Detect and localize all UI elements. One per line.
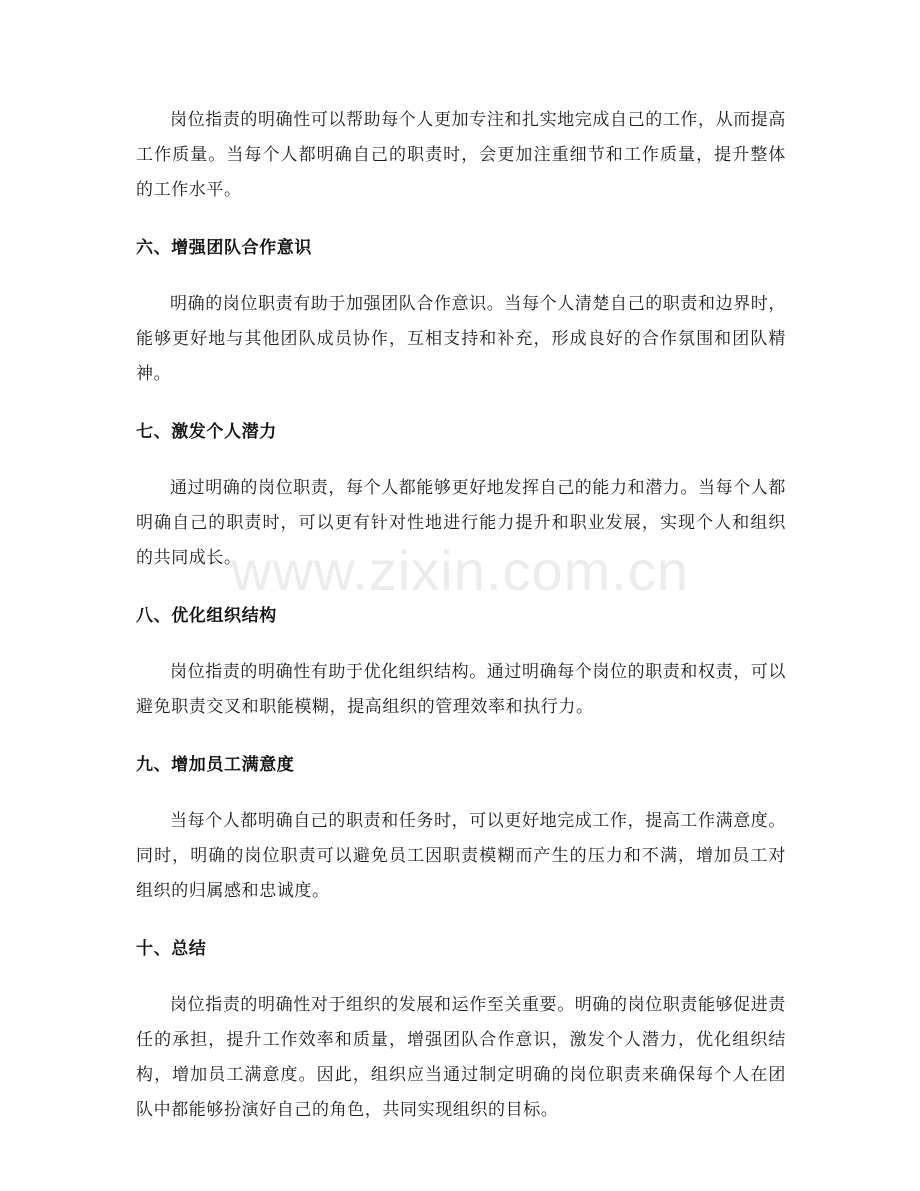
section-heading-8: 八、优化组织结构 — [136, 606, 277, 626]
section-paragraph-10: 岗位指责的明确性对于组织的发展和运作至关重要。明确的岗位职责能够促进责任的承担，提升工作效率和质量，增强团队合作意识，激发个人潜力，优化组织结构，增加员工满意度。因此，组织应当通过制定明确的岗位职责来确保每个人在团队中都能够扮演好自己的角色，共同实现组织的目标。 — [136, 995, 786, 1120]
section-heading-9: 九、增加员工满意度 — [136, 755, 295, 775]
section-paragraph-8: 岗位指责的明确性有助于优化组织结构。通过明确每个岗位的职责和权责，可以避免职责交叉和职能模糊，提高组织的管理效率和执行力。 — [136, 662, 786, 717]
document-body — [136, 103, 786, 1128]
site-watermark: www.zixin.com.cn — [231, 539, 689, 602]
intro-paragraph: 岗位指责的明确性可以帮助每个人更加专注和扎实地完成自己的工作，从而提高工作质量。当每个人都明确自己的职责时，会更加注重细节和工作质量，提升整体的工作水平。 — [136, 110, 786, 200]
section-heading-6: 六、增强团队合作意识 — [136, 238, 312, 258]
section-heading-10: 十、总结 — [136, 939, 207, 959]
section-paragraph-6: 明确的岗位职责有助于加强团队合作意识。当每个人清楚自己的职责和边界时，能够更好地与其他团队成员协作，互相支持和补充，形成良好的合作氛围和团队精神。 — [136, 294, 786, 384]
section-paragraph-9: 当每个人都明确自己的职责和任务时，可以更好地完成工作，提高工作满意度。同时，明确的岗位职责可以避免员工因职责模糊而产生的压力和不满，增加员工对组织的归属感和忠诚度。 — [136, 811, 786, 901]
section-heading-7: 七、激发个人潜力 — [136, 422, 277, 442]
section-paragraph-7: 通过明确的岗位职责，每个人都能够更好地发挥自己的能力和潜力。当每个人都明确自己的职责时，可以更有针对性地进行能力提升和职业发展，实现个人和组织的共同成长。 — [136, 478, 786, 568]
